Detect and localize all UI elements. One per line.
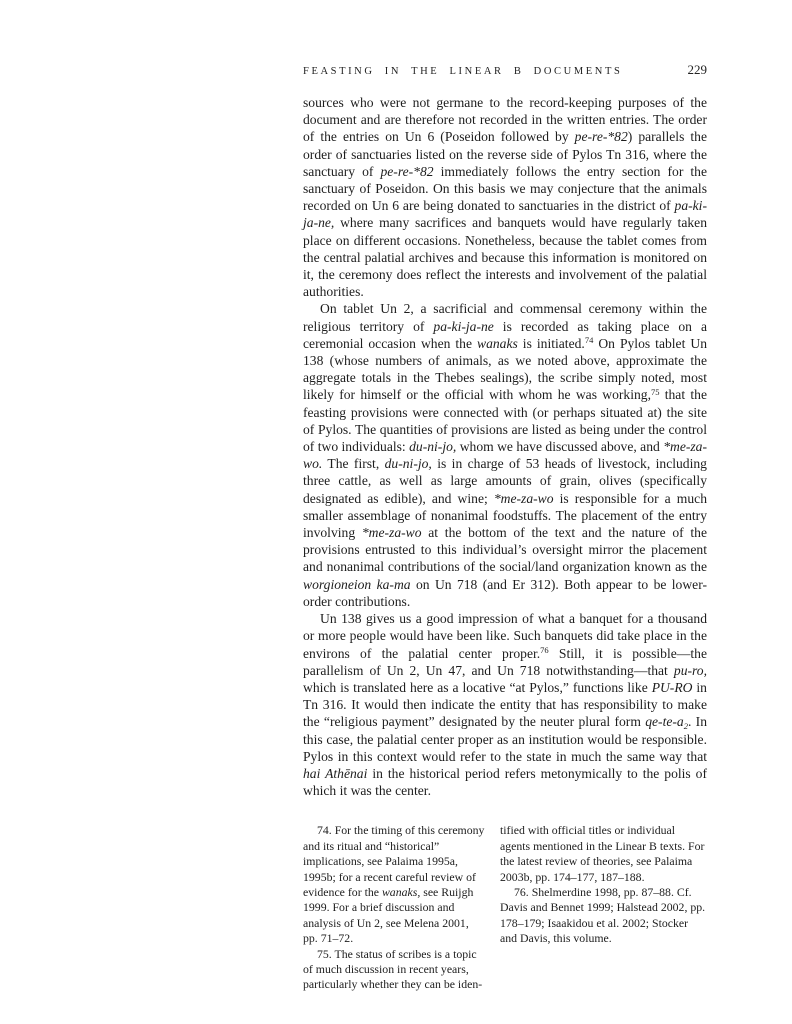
body-paragraph bbox=[303, 300, 707, 610]
text-segment: at the bottom of the text and the nature of the provisions entrusted to this individual’s oversight mirror the placement and nonanimal contributions of the social/land organization known as the bbox=[303, 525, 708, 575]
italic-term: *me-za-wo bbox=[361, 525, 422, 541]
text-segment: on Un 718 (and Er 312). Both appear to be lower-order contributions. bbox=[303, 576, 707, 609]
text-segment: that the feasting provisions were connected with (or perhaps situated at) the site of Pylos. The quantities of provisions are listed as being under the control of two individuals: bbox=[303, 387, 707, 455]
text-segment: is in charge of 53 heads of livestock, including three cattle, as well as large amounts of grain, olives (specifically designated as edible), and wine; bbox=[303, 456, 707, 506]
italic-term: du-ni-jo, bbox=[409, 439, 457, 455]
text-segment: ) parallels the order of sanctuaries listed on the reverse side of Pylos Tn 316, where the sanctuary of bbox=[303, 129, 707, 179]
body-paragraph bbox=[303, 610, 707, 799]
text-segment: in the historical period refers metonymically to the polis of which it was the center. bbox=[303, 765, 708, 799]
text-segment: 74. For the timing of this ceremony and its ritual and “historical” implications, see Palaima 1995a, 1995b; for a recent careful review of evidence for the bbox=[303, 823, 485, 899]
text-segment: whom we have discussed above, and bbox=[456, 439, 664, 455]
body-paragraph bbox=[303, 94, 707, 300]
text-segment: sources who were not germane to the record-keeping purposes of the document and are therefore not recorded in the written entries. The order of the entries on Un 6 (Poseidon followed by bbox=[303, 95, 707, 145]
italic-term: 2 bbox=[683, 720, 688, 731]
text-column bbox=[303, 62, 707, 993]
text-segment: 76. Shelmerdine 1998, pp. 87–88. Cf. Davis and Bennet 1999; Halstead 2002, pp. 178–179; Isaakidou et al. 2002; Stocker and Davis, this volume. bbox=[500, 884, 706, 946]
footnotes-section bbox=[303, 823, 707, 992]
italic-term: pa-ki-ja-ne, bbox=[303, 198, 707, 231]
italic-term: worgioneion ka-ma bbox=[303, 576, 411, 592]
text-segment: is responsible for a much smaller assemblage of nonanimal foodstuffs. The placement of the entry involving bbox=[303, 490, 708, 541]
text-segment: On tablet Un 2, a sacrificial and commensal ceremony within the religious territory of bbox=[303, 301, 707, 334]
italic-term: PU-RO bbox=[651, 679, 693, 695]
text-segment: The first, bbox=[322, 456, 385, 472]
text-segment: On Pylos tablet Un 138 (whose numbers of animals, as we noted above, approximate the aggregate totals in the Thebes sealings), the scribe simply noted, most likely for himself or the official with whom he was working, bbox=[303, 335, 707, 403]
footnote-paragraph bbox=[303, 947, 486, 993]
running-head bbox=[303, 62, 707, 78]
text-segment: tified with official titles or individual agents mentioned in the Linear B texts. For the latest review of theories, see Palaima 2003b, pp. 174–177, 187–188. bbox=[500, 823, 705, 884]
italic-term: qe-te-a bbox=[645, 714, 684, 730]
page-number: 229 bbox=[687, 62, 707, 77]
footnote-ref: 76 bbox=[540, 645, 549, 655]
italic-term: wanaks, bbox=[381, 884, 421, 899]
text-segment: is recorded as taking place on a ceremonial occasion when the bbox=[303, 318, 707, 351]
italic-term: pe-re-*82 bbox=[380, 163, 434, 179]
footnote-ref: 75 bbox=[650, 386, 660, 397]
footnote-ref: 74 bbox=[584, 335, 594, 346]
italic-term: pe-re-*82 bbox=[574, 129, 628, 145]
italic-term: hai Athēnai bbox=[303, 765, 368, 781]
italic-term: *me-za-wo bbox=[493, 490, 554, 506]
italic-term: wanaks bbox=[477, 335, 518, 351]
italic-term: du-ni-jo, bbox=[384, 456, 432, 472]
footnote-paragraph bbox=[500, 823, 707, 885]
text-segment: 75. The status of scribes is a topic of much discussion in recent years, particularly whether they can be iden- bbox=[303, 946, 483, 992]
text-segment: Un 138 gives us a good impression of what a banquet for a thousand or more people would have been like. Such banquets did take place in the environs of the palatial center proper. bbox=[303, 611, 707, 661]
text-segment: is initiated. bbox=[517, 335, 585, 351]
italic-term: pa-ki-ja-ne bbox=[433, 318, 494, 334]
text-segment: immediately follows the entry section for the sanctuary of Poseidon. On this basis we may conjecture that the animals recorded on Un 6 are being donated to sanctuaries in the district of bbox=[303, 163, 707, 214]
footnotes-right-column bbox=[500, 823, 707, 992]
text-segment: where many sacrifices and banquets would have regularly taken place on different occasions. Nonetheless, because the tablet comes from the central palatial archives and because this information is monitored on it, the ceremony does reflect the interests and involvement of the palatial authorities. bbox=[303, 215, 707, 300]
text-segment: Still, it is possible—the parallelism of Un 2, Un 47, and Un 718 notwithstanding—that bbox=[303, 645, 707, 678]
footnote-paragraph bbox=[303, 823, 486, 946]
footnote-paragraph bbox=[500, 885, 707, 947]
text-segment: . In this case, the palatial center proper as an institution would be responsible. Pylos in this context would refer to the state in much the same way that bbox=[303, 714, 707, 764]
body-text bbox=[303, 94, 707, 799]
text-segment: see Ruijgh 1999. For a brief discussion and analysis of Un 2, see Melena 2001, pp. 71–72. bbox=[303, 884, 474, 946]
running-head-title: FEASTING IN THE LINEAR B DOCUMENTS bbox=[303, 66, 623, 77]
italic-term: *me-za-wo. bbox=[303, 439, 707, 472]
text-segment: which is translated here as a locative “at Pylos,” functions like bbox=[303, 679, 652, 695]
text-segment: in Tn 316. It would then indicate the entity that has responsibility to make the “religious payment” designated by the neuter plural form bbox=[303, 679, 707, 730]
footnotes-left-column bbox=[303, 823, 486, 992]
italic-term: pu-ro, bbox=[673, 662, 707, 678]
